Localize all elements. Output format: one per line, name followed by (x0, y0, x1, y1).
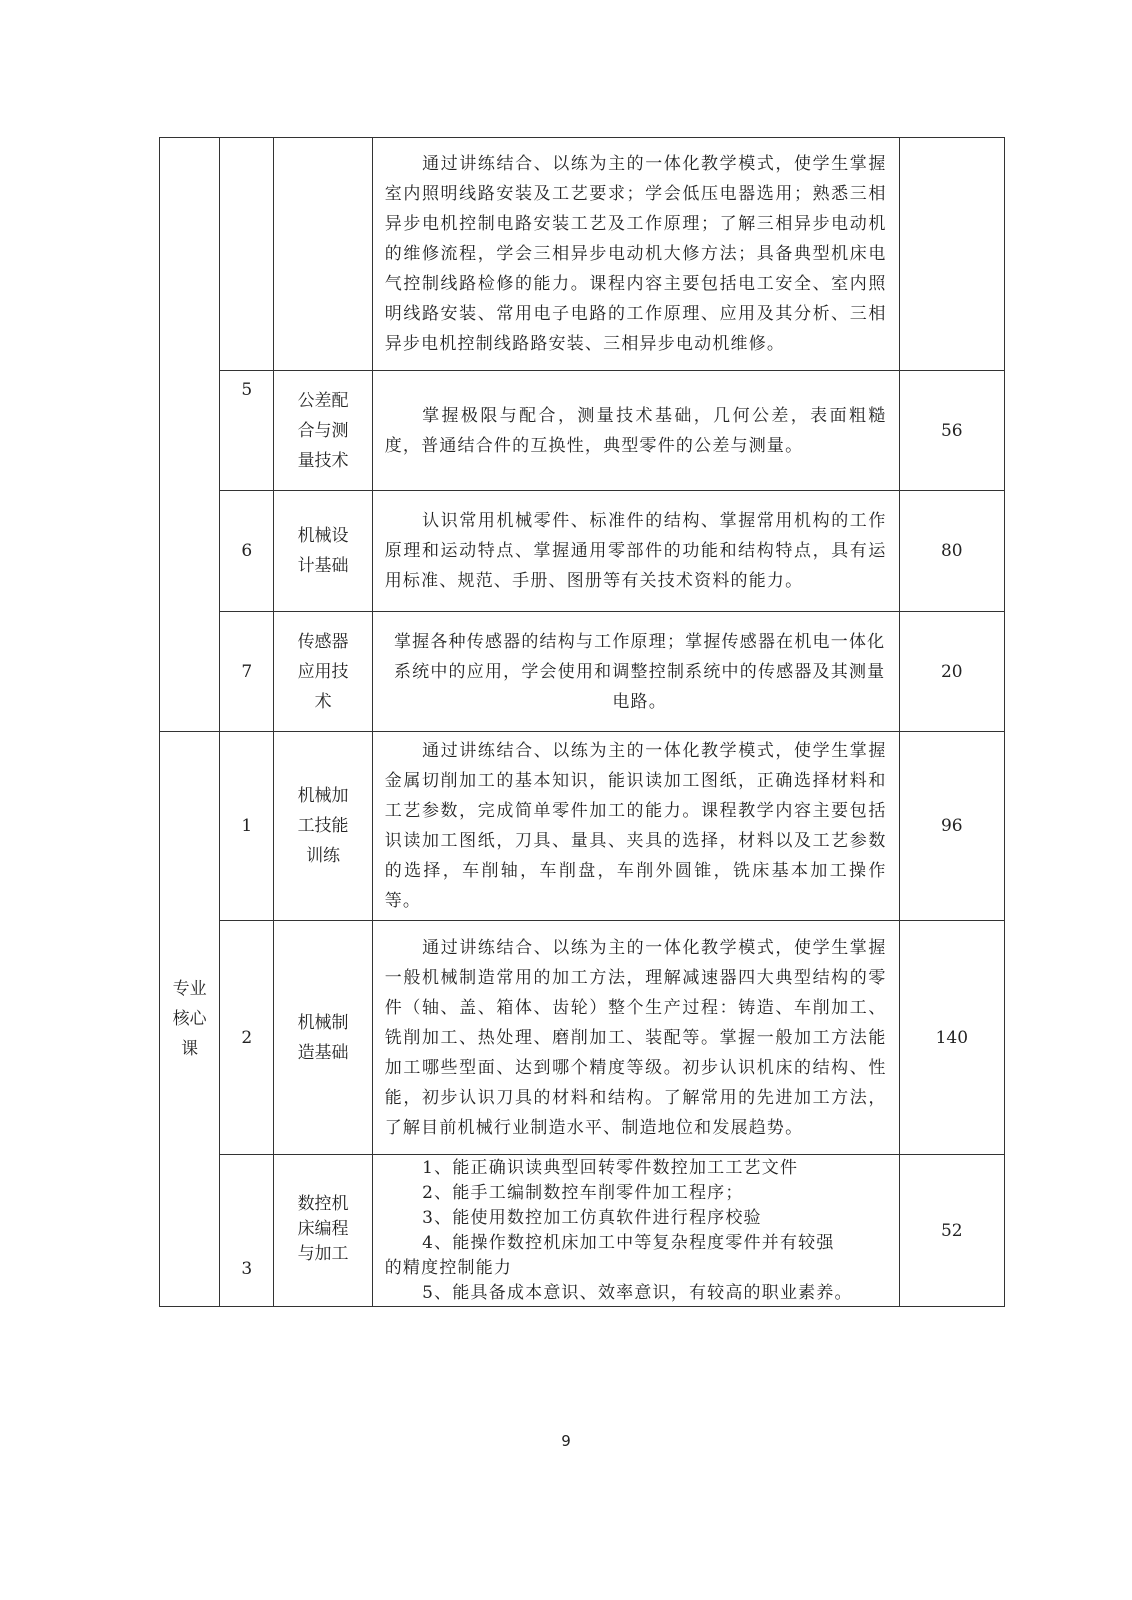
list-item: 3、能使用数控加工仿真软件进行程序校验 (422, 1207, 762, 1228)
course-name: 机械制造基础 (297, 1012, 349, 1063)
course-hours: 80 (899, 491, 1004, 612)
table-row (160, 612, 1005, 732)
description-cell (372, 371, 899, 491)
course-hours: 96 (899, 732, 1004, 921)
course-number: 1 (220, 732, 274, 921)
list-item: 4、能操作数控机床加工中等复杂程度零件并有较强 (422, 1232, 835, 1253)
course-table (159, 137, 1005, 1307)
number-cell (220, 138, 274, 371)
description-cell (372, 491, 899, 612)
table-row (160, 138, 1005, 371)
description-cell (372, 1155, 899, 1307)
description-cell (372, 732, 899, 921)
course-name-cell (274, 1155, 372, 1307)
course-name-cell (274, 732, 372, 921)
category-label: 专业核心课 (172, 979, 207, 1059)
course-name-cell (274, 491, 372, 612)
course-hours: 20 (899, 612, 1004, 732)
table-row (160, 1155, 1005, 1307)
description-cell (372, 612, 899, 732)
table-row (160, 732, 1005, 921)
page-number: 9 (561, 1432, 571, 1450)
course-hours: 56 (899, 371, 1004, 491)
course-description: 掌握极限与配合，测量技术基础，几何公差，表面粗糙度，普通结合件的互换性，典型零件的公差与测量。 (384, 405, 887, 456)
list-item: 1、能正确识读典型回转零件数控加工工艺文件 (422, 1157, 799, 1178)
course-description: 通过讲练结合、以练为主的一体化教学模式，使学生掌握一般机械制造常用的加工方法，理解减速器四大典型结构的零件（轴、盖、箱体、齿轮）整个生产过程：铸造、车削加工、铣削加工、热处理、磨削加工、装配等。掌握一般加工方法能加工哪些型面、达到哪个精度等级。初步认识机床的结构、性能，初步认识刀具的材料和结构。了解常用的先进加工方法，了解目前机械行业制造水平、制造地位和发展趋势。 (384, 937, 887, 1138)
course-number: 3 (220, 1155, 274, 1307)
list-item: 2、能手工编制数控车削零件加工程序； (422, 1182, 744, 1203)
course-name: 机械加工技能训练 (297, 786, 349, 866)
course-name-cell (274, 371, 372, 491)
course-name: 数控机床编程与加工 (297, 1194, 349, 1264)
table-row (160, 921, 1005, 1155)
course-number: 6 (220, 491, 274, 612)
course-number: 5 (220, 371, 274, 491)
course-name: 机械设计基础 (297, 526, 349, 576)
course-hours: 52 (899, 1155, 1004, 1307)
course-number: 2 (220, 921, 274, 1155)
table-row (160, 371, 1005, 491)
course-description: 掌握各种传感器的结构与工作原理；掌握传感器在机电一体化系统中的应用，学会使用和调整控制系统中的传感器及其测量电路。 (393, 631, 886, 712)
course-hours: 140 (899, 921, 1004, 1155)
course-name-cell (274, 612, 372, 732)
course-name: 公差配合与测量技术 (297, 390, 349, 471)
course-description: 认识常用机械零件、标准件的结构、掌握常用机构的工作原理和运动特点、掌握通用零部件的功能和结构特点，具有运用标准、规范、手册、图册等有关技术资料的能力。 (384, 511, 887, 591)
course-objectives-list (373, 1156, 899, 1306)
course-description: 通过讲练结合、以练为主的一体化教学模式，使学生掌握室内照明线路安装及工艺要求；学会低压电器选用；熟悉三相异步电机控制电路安装工艺及工作原理；了解三相异步电动机的维修流程，学会三相异步电动机大修方法；具备典型机床电气控制线路检修的能力。课程内容主要包括电工安全、室内照明线路安装、常用电子电路的工作原理、应用及其分析、三相异步电机控制线路路安装、三相异步电动机维修。 (384, 154, 887, 354)
list-item: 5、能具备成本意识、效率意识，有较高的职业素养。 (422, 1282, 853, 1303)
category-cell (160, 732, 220, 1307)
course-name-cell (274, 921, 372, 1155)
table-row (160, 491, 1005, 612)
name-cell (274, 138, 372, 371)
hours-cell (899, 138, 1004, 371)
description-cell (372, 921, 899, 1155)
list-item: 的精度控制能力 (384, 1257, 513, 1278)
course-name: 传感器应用技术 (297, 631, 349, 712)
description-cell (372, 138, 899, 371)
course-number: 7 (220, 612, 274, 732)
course-description: 通过讲练结合、以练为主的一体化教学模式，使学生掌握金属切削加工的基本知识，能识读加工图纸，正确选择材料和工艺参数，完成简单零件加工的能力。课程教学内容主要包括识读加工图纸，刀具、量具、夹具的选择，材料以及工艺参数的选择，车削轴，车削盘，车削外圆锥，铣床基本加工操作等。 (384, 741, 887, 911)
category-cell-continued (160, 138, 220, 732)
